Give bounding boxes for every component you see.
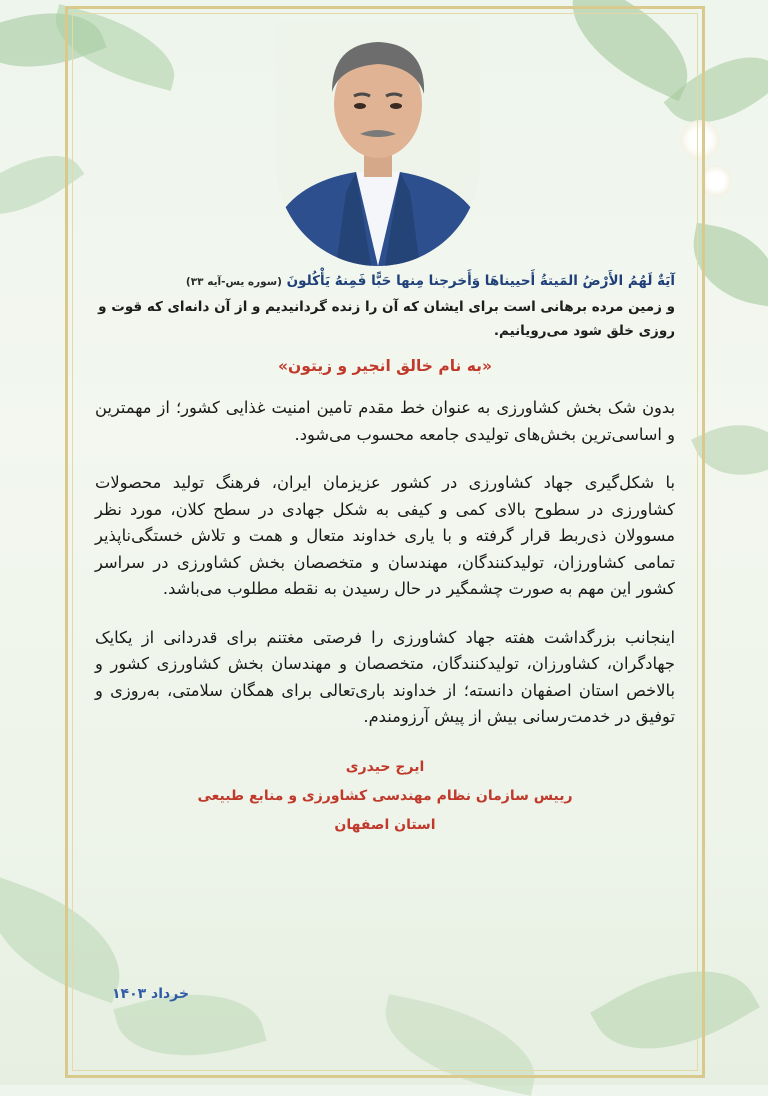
verse-reference: (سوره يس-آیه ۳۳) xyxy=(185,276,282,288)
signature-province: استان اصفهان xyxy=(334,816,436,833)
message-content xyxy=(95,270,675,840)
paragraph: بدون شک بخش کشاورزی به عنوان خط مقدم تامین امنیت غذایی کشور؛ از مهمترین و اساسی‌ترین بخش‌های تولیدی جامعه محسوب می‌شود. xyxy=(95,398,675,444)
signature-position: رییس سازمان نظام مهندسی کشاورزی و منابع طبیعی xyxy=(197,787,573,804)
date-label: خرداد ۱۴۰۳ xyxy=(112,986,190,1002)
person-portrait-icon xyxy=(276,22,480,266)
paragraph: اینجانب بزرگداشت هفته جهاد کشاورزی را فرصتی مغتنم برای قدردانی از یکایک جهادگران، کشاورزان، تولیدکنندگان، متخصصان و مهندسان بخش کشاورزی کشور و بالاخص استان اصفهان دانسته؛ از خداوند باری‌تعالی برای همگان سلامتی، به‌روزی و توفیق در خدمت‌رسانی بیش از پیش آرزومندم. xyxy=(95,627,675,726)
page-title: «به نام خالق انجیر و زیتون» xyxy=(278,357,492,375)
verse-translation: و زمین مرده برهانی است برای ایشان که آن را زنده گردانیدیم و از آن دانه‌ای که قوت و روزی خلق شود می‌رویانیم. xyxy=(98,299,675,339)
signature-block xyxy=(95,753,675,840)
signature-name: ایرج حیدری xyxy=(345,758,425,775)
verse-arabic: آيَةٌ لَهُمُ الأَرْضُ المَيتةُ أَحييناهَا وَأَخرجنا مِنها حَبًّا فَمِنهُ يَأْكُلونَ xyxy=(286,273,675,289)
portrait-photo xyxy=(276,22,480,266)
paragraph: با شکل‌گیری جهاد کشاورزی در کشور عزیزمان ایران، فرهنگ تولید محصولات کشاورزی در سطوح بالای کمی و کیفی به شکل جهادی در سطح کلان، مورد نظر مسوولان ذی‌ربط قرار گرفته و با یاری خداوند متعال و همت و تلاش خستگی‌ناپذیر تمامی کشاورزان، تولیدکنندگان، مهندسان و متخصصان بخش کشاورزی در سراسر کشور این مهم به صورت چشمگیر در حال رسیدن به نقطه مطلوب می‌باشد. xyxy=(95,473,675,598)
quran-verse xyxy=(95,270,675,293)
